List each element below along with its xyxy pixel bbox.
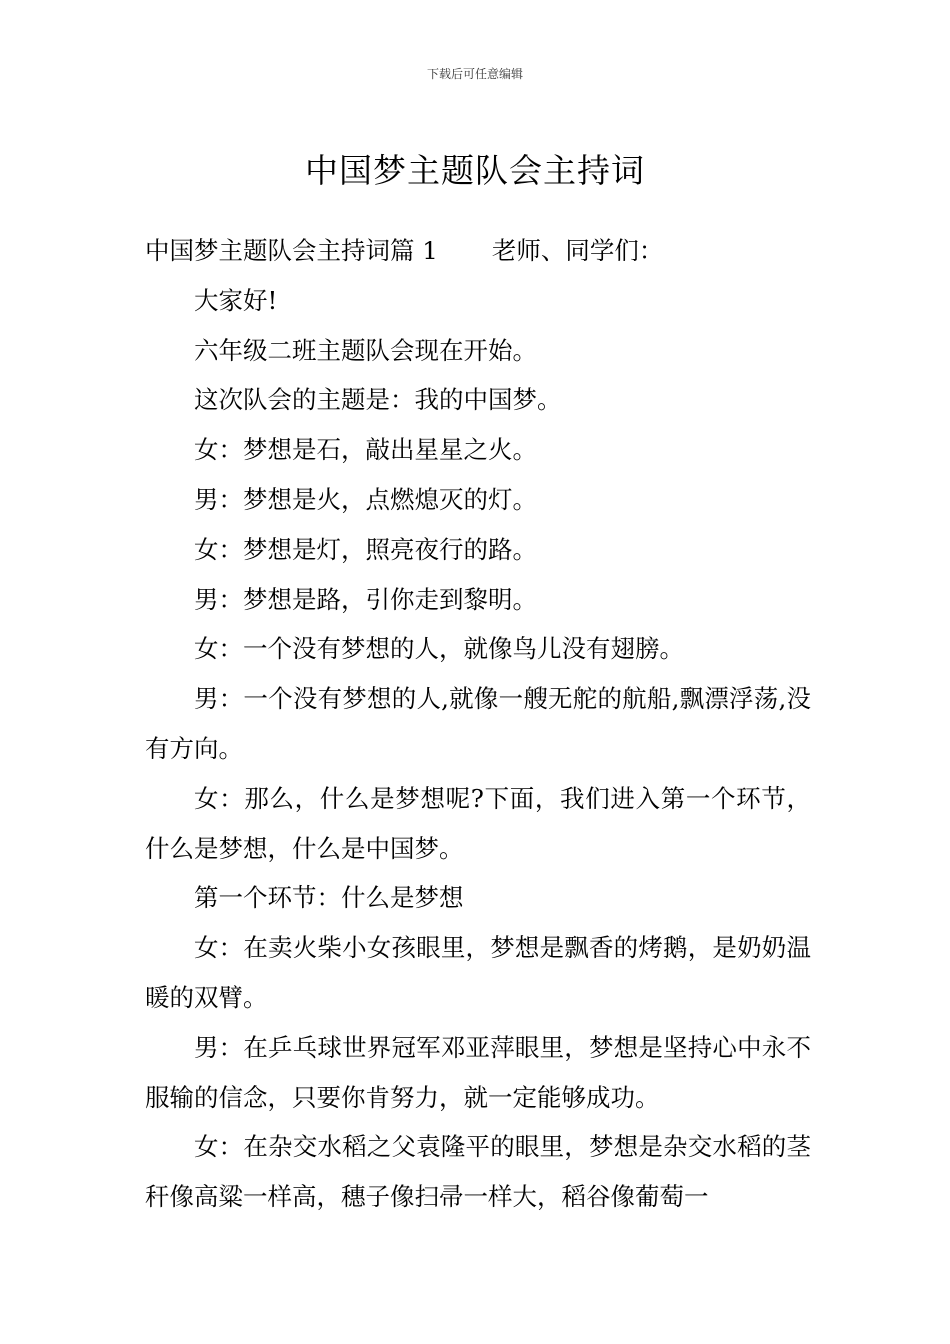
greeting: 老师、同学们： [491,236,664,265]
paragraph: 这次队会的主题是：我的中国梦。 [194,385,562,415]
paragraph: 女：在卖火柴小女孩眼里，梦想是飘香的烤鹅，是奶奶温暖的双臂。 [145,933,811,1012]
paragraph: 第一个环节：什么是梦想 [194,883,464,913]
paragraph: 女：一个没有梦想的人，就像鸟儿没有翅膀。 [194,634,684,664]
section-heading: 中国梦主题队会主持词篇 1 [145,236,438,265]
paragraph: 女：梦想是石，敲出星星之火。 [194,435,537,465]
paragraph: 男：在乒乓球世界冠军邓亚萍眼里，梦想是坚持心中永不服输的信念，只要你肯努力，就一定能够成功。 [145,1032,811,1112]
document-body [145,226,811,1222]
paragraph: 女：那么，什么是梦想呢?下面，我们进入第一个环节，什么是梦想，什么是中国梦。 [145,783,811,863]
paragraph: 男：一个没有梦想的人,就像一艘无舵的航船,飘漂浮荡,没有方向。 [145,684,811,763]
paragraph: 大家好! [194,285,278,315]
document-title: 中国梦主题队会主持词 [305,151,645,191]
header-note: 下载后可任意编辑 [426,67,523,81]
paragraph: 六年级二班主题队会现在开始。 [194,335,537,365]
paragraph: 女：梦想是灯，照亮夜行的路。 [194,534,537,564]
paragraph: 女：在杂交水稻之父袁隆平的眼里，梦想是杂交水稻的茎秆像高粱一样高，穗子像扫帚一样大，稻谷像葡萄一 [145,1132,811,1212]
paragraph: 男：梦想是火，点燃熄灭的灯。 [194,484,537,514]
paragraph: 男：梦想是路，引你走到黎明。 [194,584,537,614]
opening-line [145,226,811,276]
